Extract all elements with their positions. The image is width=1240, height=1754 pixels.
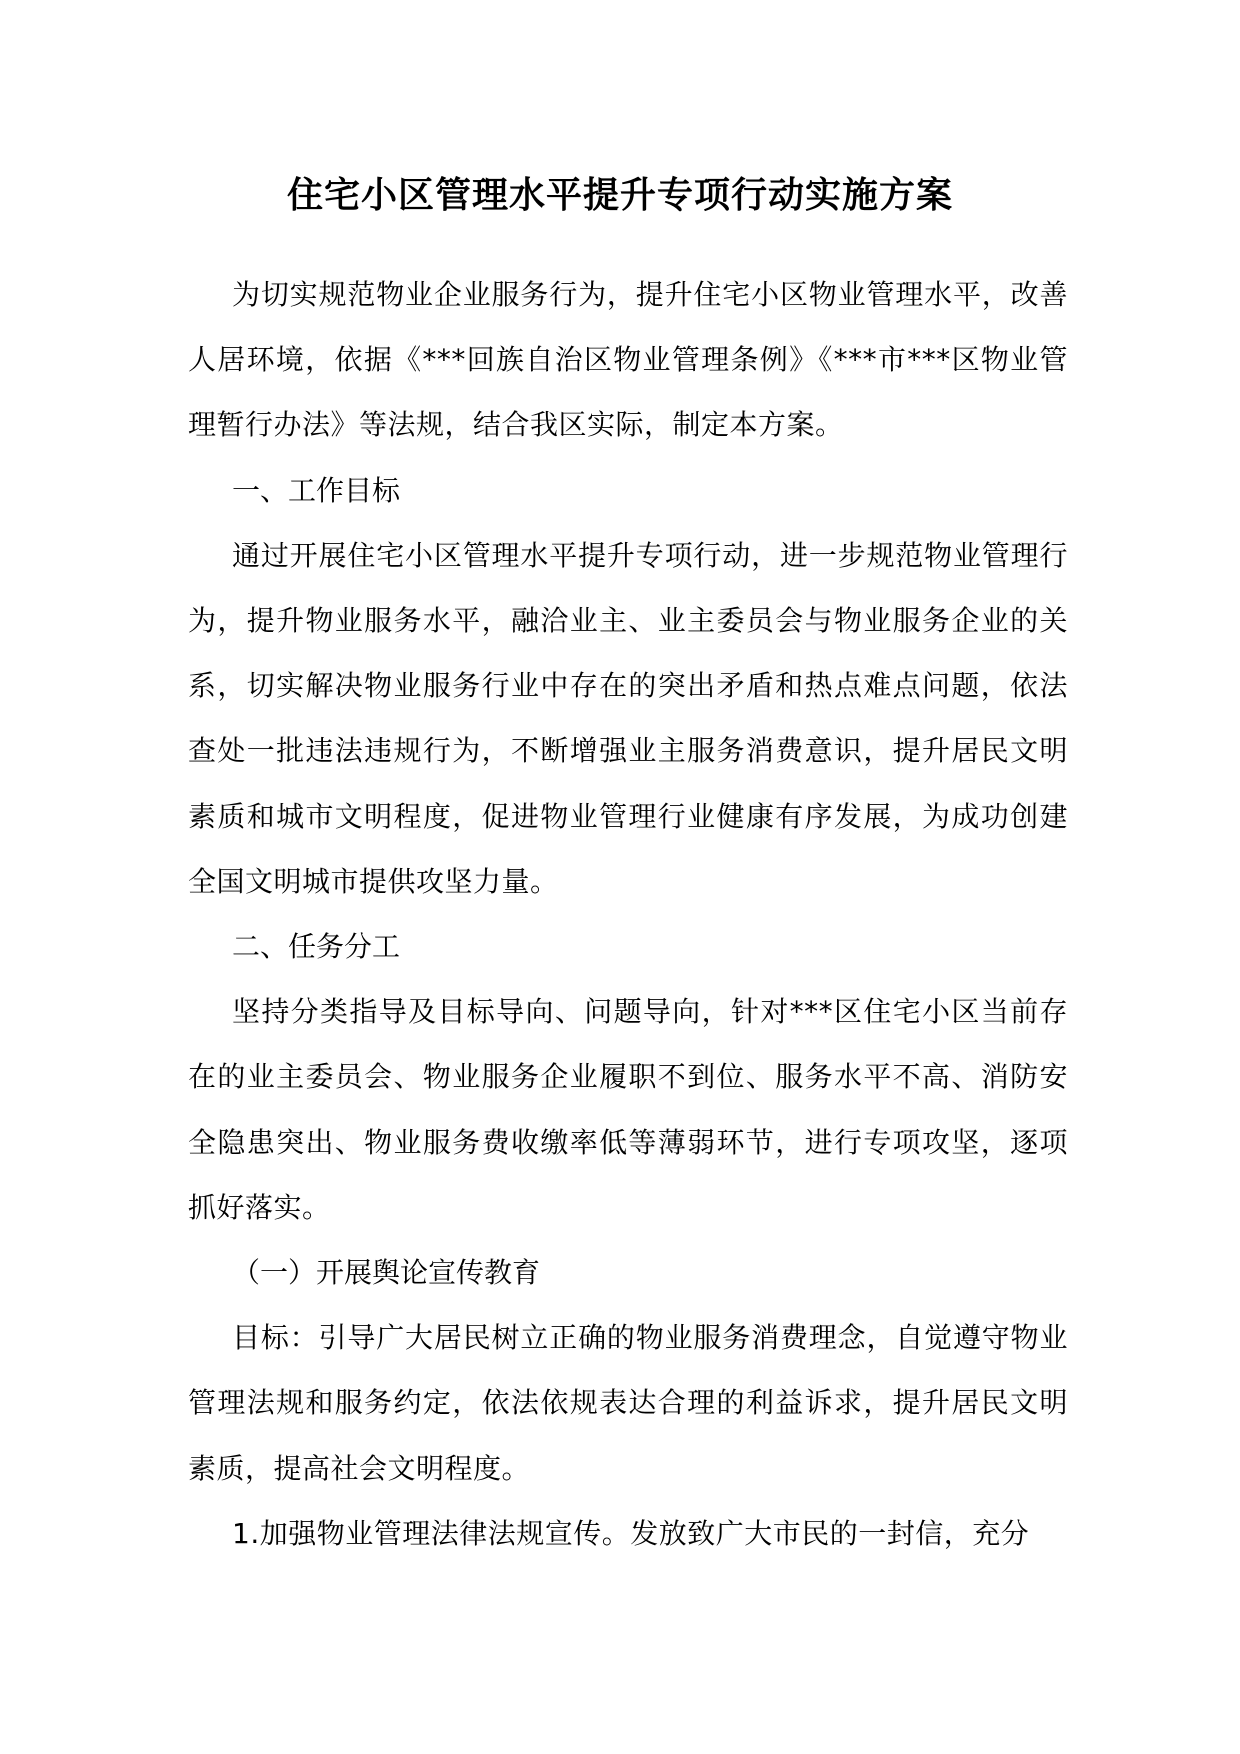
section-heading-work-goals: 一、工作目标 [232, 473, 401, 507]
section-heading-task-division: 二、任务分工 [232, 930, 401, 964]
document-title: 住宅小区管理水平提升专项行动实施方案 [286, 175, 953, 216]
paragraph-work-goals: 通过开展住宅小区管理水平提升专项行动，进一步规范物业管理行为，提升物业服务水平，融洽业主、业主委员会与物业服务企业的关系，切实解决物业服务行业中存在的突出矛盾和热点难点问题，依法查处一批违法违规行为，不断增强业主服务消费意识，提升居民文明素质和城市文明程度，促进物业管理行业健康有序发展，为成功创建全国文明城市提供攻坚力量。 [188, 538, 1068, 898]
subsection-heading-public-education: （一）开展舆论宣传教育 [232, 1256, 541, 1290]
paragraph-task-division: 坚持分类指导及目标导向、问题导向，针对***区住宅小区当前存在的业主委员会、物业服务企业履职不到位、服务水平不高、消防安全隐患突出、物业服务费收缴率低等薄弱环节，进行专项攻坚，逐项抓好落实。 [188, 995, 1068, 1224]
document-body [188, 262, 1068, 1566]
paragraph-intro: 为切实规范物业企业服务行为，提升住宅小区物业管理水平，改善人居环境，依据《***回族自治区物业管理条例》《***市***区物业管理暂行办法》等法规，结合我区实际，制定本方案。 [188, 278, 1068, 442]
paragraph-education-goal: 目标：引导广大居民树立正确的物业服务消费理念，自觉遵守物业管理法规和服务约定，依法依规表达合理的利益诉求，提升居民文明素质，提高社会文明程度。 [188, 1321, 1068, 1485]
paragraph-item-1: 1.加强物业管理法律法规宣传。发放致广大市民的一封信，充分 [232, 1516, 1030, 1550]
